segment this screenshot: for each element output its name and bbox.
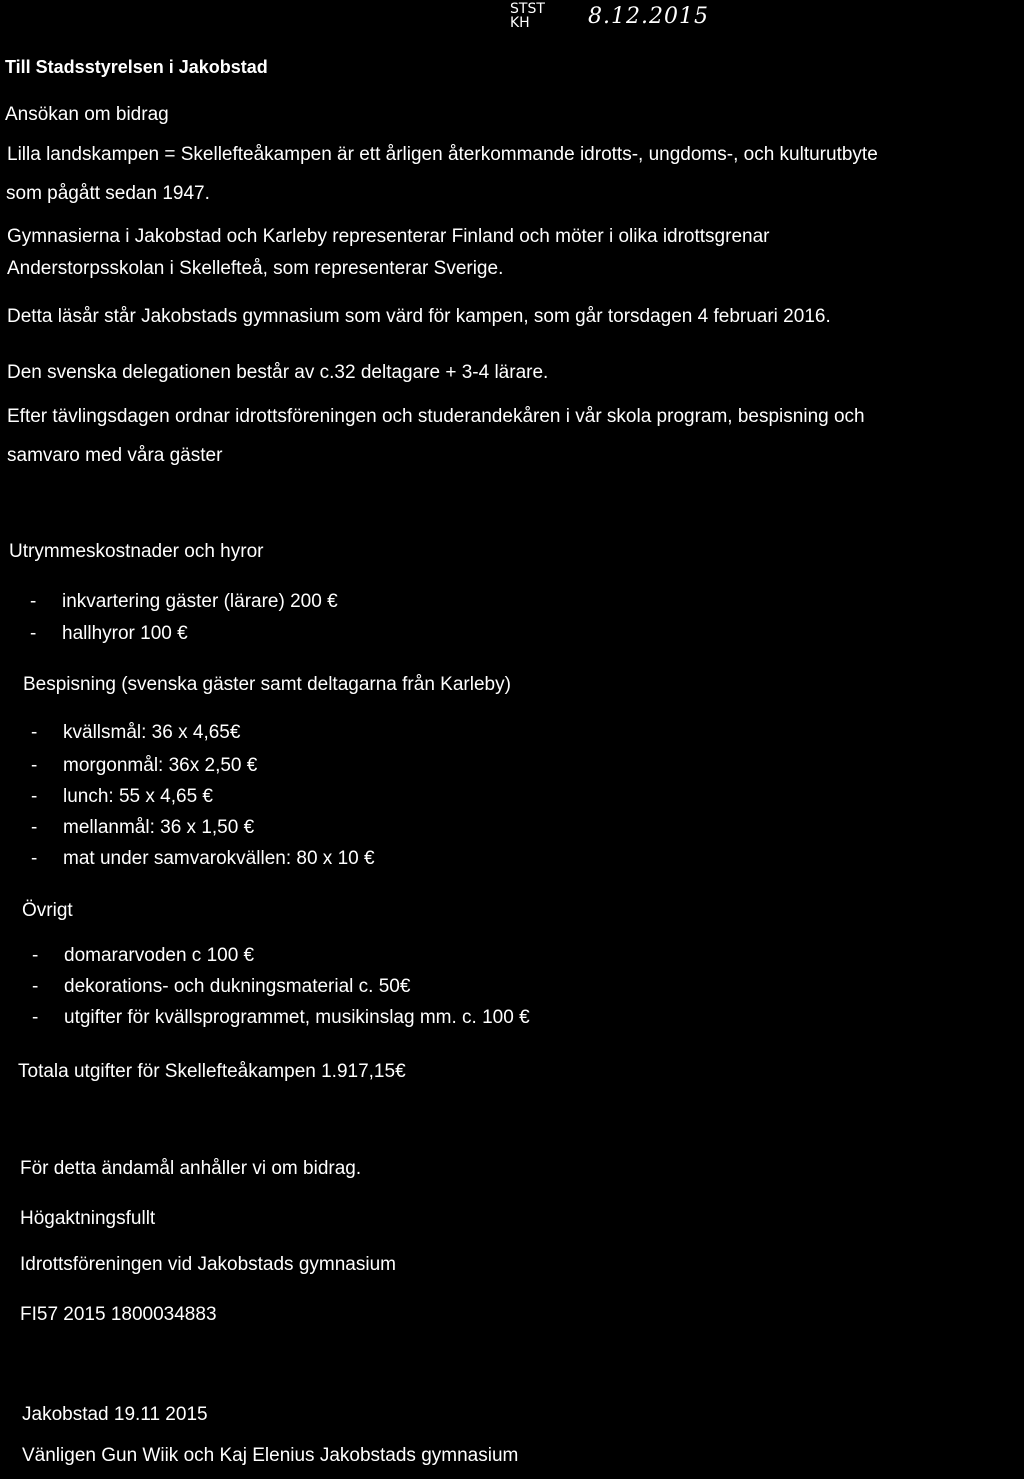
- list-dash: -: [31, 755, 38, 776]
- stamp-line-1: STST: [510, 1, 545, 17]
- recipient: Till Stadsstyrelsen i Jakobstad: [5, 57, 268, 77]
- list-item-text: inkvartering gäster (lärare) 200 €: [62, 591, 338, 612]
- paragraph-1-line-2: som pågått sedan 1947.: [6, 183, 210, 204]
- subject: Ansökan om bidrag: [5, 104, 169, 125]
- list-item-text: hallhyror 100 €: [62, 623, 188, 644]
- organization: Idrottsföreningen vid Jakobstads gymnasium: [20, 1254, 396, 1275]
- list-item-text: domararvoden c 100 €: [64, 945, 255, 966]
- paragraph-2-line-2: Anderstorpsskolan i Skellefteå, som representerar Sverige.: [7, 258, 504, 279]
- list-dash: -: [31, 817, 38, 838]
- paragraph-3: Detta läsår står Jakobstads gymnasium som värd för kampen, som går torsdagen 4 februari 2016.: [7, 306, 831, 327]
- bank-account: FI57 2015 1800034883: [20, 1304, 217, 1325]
- list-item-text: morgonmål: 36x 2,50 €: [63, 755, 258, 776]
- list-dash: -: [31, 722, 38, 743]
- paragraph-1-line-1: Lilla landskampen = Skellefteåkampen är ett årligen återkommande idrotts-, ungdoms-, och kulturutbyte: [7, 144, 878, 165]
- paragraph-5-line-1: Efter tävlingsdagen ordnar idrottsföreningen och studerandekåren i vår skola program, bespisning och: [7, 406, 865, 427]
- list-dash: -: [31, 848, 38, 869]
- paragraph-4: Den svenska delegationen består av c.32 deltagare + 3-4 lärare.: [7, 362, 549, 383]
- request-line: För detta ändamål anhåller vi om bidrag.: [20, 1158, 362, 1179]
- regards: Högaktningsfullt: [20, 1208, 156, 1229]
- paragraph-2-line-1: Gymnasierna i Jakobstad och Karleby representerar Finland och möter i olika idrottsgrenar: [7, 226, 770, 247]
- registry-stamp: [510, 2, 545, 30]
- list-dash: -: [30, 623, 37, 644]
- handwritten-date: 8.12.2015: [588, 4, 709, 29]
- place-date: Jakobstad 19.11 2015: [22, 1404, 208, 1425]
- paragraph-5-line-2: samvaro med våra gäster: [7, 445, 223, 466]
- list-item-text: lunch: 55 x 4,65 €: [63, 786, 213, 807]
- list-dash: -: [32, 976, 39, 997]
- signature-line: Vänligen Gun Wiik och Kaj Elenius Jakobstads gymnasium: [22, 1445, 519, 1466]
- stamp-line-2: KH: [510, 15, 530, 31]
- food-heading: Bespisning (svenska gäster samt deltagarna från Karleby): [23, 674, 511, 695]
- list-dash: -: [31, 786, 38, 807]
- list-item-text: dekorations- och dukningsmaterial c. 50€: [64, 976, 411, 997]
- total-costs: Totala utgifter för Skellefteåkampen 1.917,15€: [18, 1061, 406, 1082]
- list-item-text: kvällsmål: 36 x 4,65€: [63, 722, 241, 743]
- list-dash: -: [30, 591, 37, 612]
- list-dash: -: [32, 945, 39, 966]
- list-item-text: utgifter för kvällsprogrammet, musikinslag mm. c. 100 €: [64, 1007, 530, 1028]
- list-dash: -: [32, 1007, 39, 1028]
- list-item-text: mellanmål: 36 x 1,50 €: [63, 817, 255, 838]
- other-heading: Övrigt: [22, 900, 73, 921]
- facilities-heading: Utrymmeskostnader och hyror: [9, 541, 264, 562]
- list-item-text: mat under samvarokvällen: 80 x 10 €: [63, 848, 375, 869]
